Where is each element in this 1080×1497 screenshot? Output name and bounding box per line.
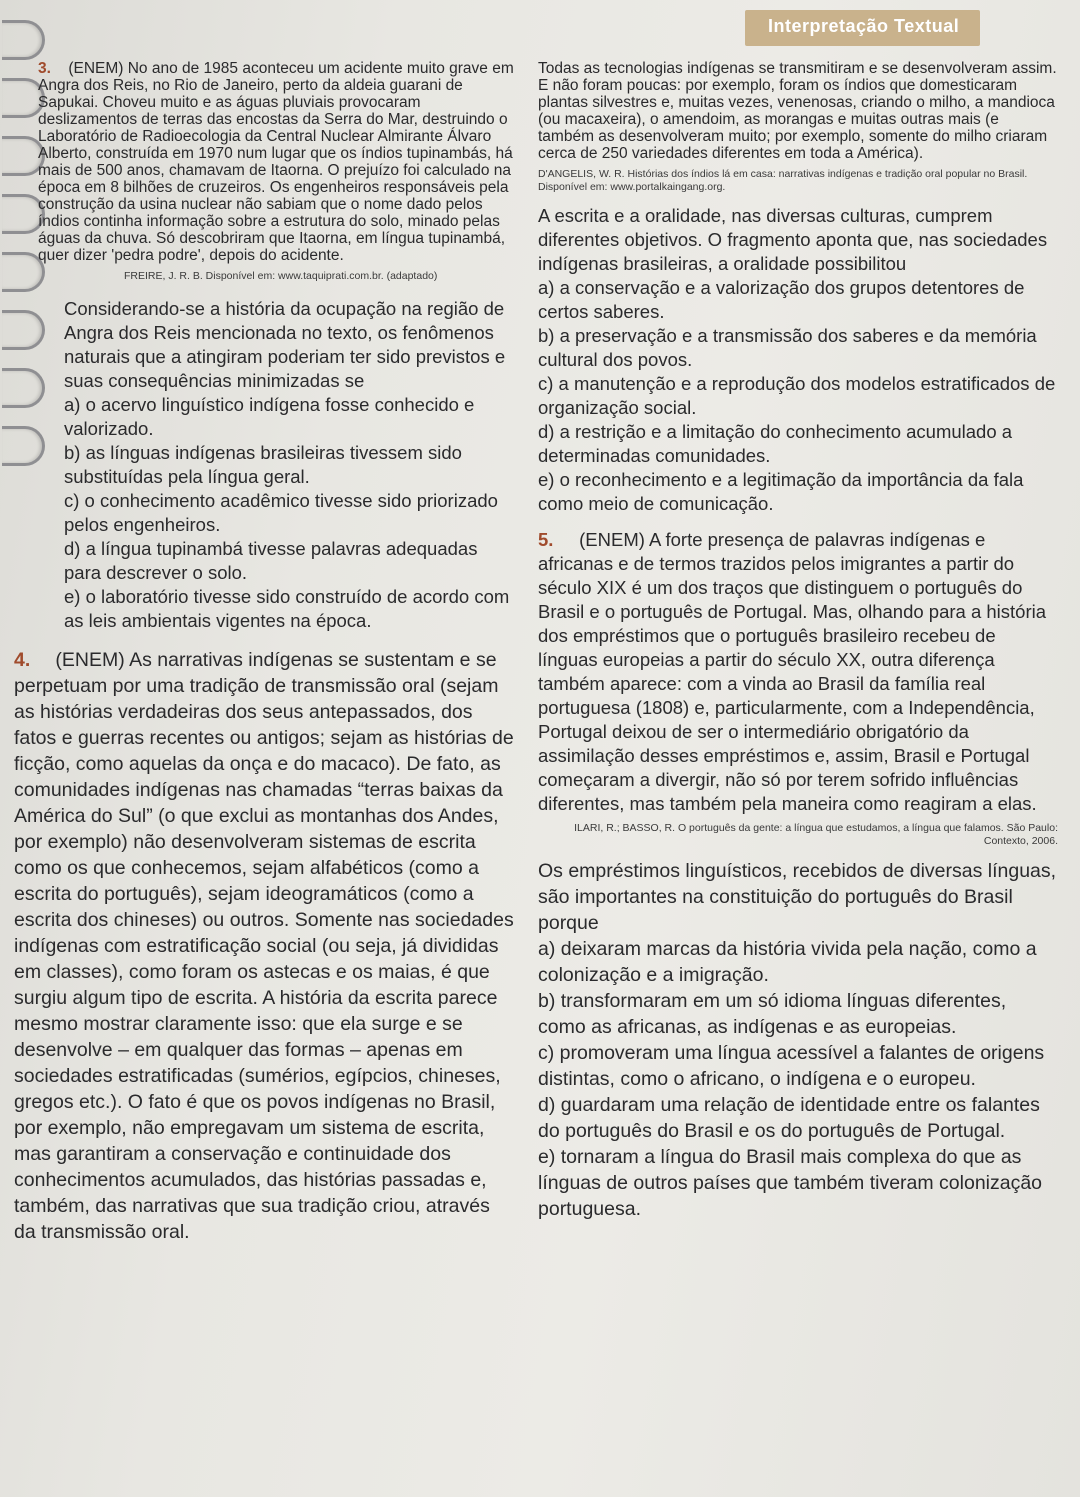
option-a[interactable]: a) deixaram marcas da história vivida pela nação, como a colonização e a imigração. xyxy=(538,938,1037,986)
question-prompt: Considerando-se a história da ocupação na região de Angra dos Reis mencionada no texto, os fenômenos naturais que a atingiram poderiam ter sido previstos e suas consequências minimizadas se xyxy=(64,298,506,391)
option-b[interactable]: b) transformaram em um só idioma línguas diferentes, como as africanas, as indígenas e as europeias. xyxy=(538,990,1007,1038)
source-citation: ILARI, R.; BASSO, R. O português da gente: a língua que estudamos, a língua que falamos. São Paulo: Contexto, 2006. xyxy=(574,822,1058,847)
option-a[interactable]: a) o acervo linguístico indígena fosse conhecido e valorizado. xyxy=(64,394,475,439)
option-e[interactable]: e) o reconhecimento e a legitimação da importância da fala como meio de comunicação. xyxy=(538,469,1024,514)
question-3 xyxy=(14,60,514,264)
right-column xyxy=(538,60,1058,1222)
option-c[interactable]: c) a manutenção e a reprodução dos modelos estratificados de organização social. xyxy=(538,373,1056,418)
option-c[interactable]: c) promoveram uma língua acessível a falantes de origens distintas, como o africano, o indígena e o europeu. xyxy=(538,1042,1045,1090)
source-citation: D'ANGELIS, W. R. Histórias dos índios lá em casa: narrativas indígenas e tradição oral popular no Brasil. Disponível em: www.portalkaingang.org. xyxy=(538,168,1028,193)
option-b[interactable]: b) a preservação e a transmissão dos saberes e da memória cultural dos povos. xyxy=(538,325,1037,370)
question-5 xyxy=(538,528,1058,816)
option-a[interactable]: a) a conservação e a valorização dos grupos detentores de certos saberes. xyxy=(538,277,1025,322)
question-number: 4. xyxy=(14,649,31,671)
option-e[interactable]: e) o laboratório tivesse sido construído de acordo com as leis ambientais vigentes na época. xyxy=(64,586,510,631)
question-prompt: Os empréstimos linguísticos, recebidos de diversas línguas, são importantes na constituição do português do Brasil porque xyxy=(538,860,1057,934)
question-number: 5. xyxy=(538,529,554,550)
section-title: Interpretação Textual xyxy=(768,16,960,36)
option-c[interactable]: c) o conhecimento acadêmico tivesse sido priorizado pelos engenheiros. xyxy=(64,490,498,535)
left-column xyxy=(14,60,514,1245)
option-d[interactable]: d) guardaram uma relação de identidade entre os falantes do português do Brasil e os do português de Portugal. xyxy=(538,1094,1040,1142)
question-continuation: Todas as tecnologias indígenas se transmitiram e se desenvolveram assim. E não foram poucas: por exemplo, foram os índios que domesticaram plantas silvestres e, muitas vezes, venenosas, criando o milho, a mandioca (ou macaxeira), o amendoim, as morangas e muitas outras mais (e também as desenvolveram muito; por exemplo, somente do milho criaram cerca de 250 variedades diferentes em toda a América). xyxy=(538,60,1057,162)
question-prompt: A escrita e a oralidade, nas diversas culturas, cumprem diferentes objetivos. O fragmento aponta que, nas sociedades indígenas brasileiras, a oralidade possibilitou xyxy=(538,205,1048,274)
question-number: 3. xyxy=(38,60,51,77)
option-b[interactable]: b) as línguas indígenas brasileiras tivessem sido substituídas pela língua geral. xyxy=(64,442,462,487)
option-d[interactable]: d) a língua tupinambá tivesse palavras adequadas para descrever o solo. xyxy=(64,538,478,583)
question-text: (ENEM) No ano de 1985 aconteceu um acidente muito grave em Angra dos Reis, no Rio de Janeiro, perto da aldeia guarani de Sapukai. Choveu muito e as águas pluviais provocaram deslizamentos de terras das encostas da Serra do Mar, destruindo o Laboratório de Radioecologia da Central Nuclear Almirante Álvaro Alberto, construída em 1970 num lugar que os índios tupinambás, há mais de 500 anos, chamavam de Itaorna. O prejuízo foi calculado na época em 8 bilhões de cruzeiros. Os engenheiros responsáveis pela construção da usina nuclear não sabiam que o nome dado pelos índios continha informação sobre a estrutura do solo, minado pelas águas da chuva. Só descobriram que Itaorna, em língua tupinambá, quer dizer 'pedra podre', depois do acidente. xyxy=(38,60,514,264)
question-4 xyxy=(14,647,514,1245)
source-citation: FREIRE, J. R. B. Disponível em: www.taquiprati.com.br. (adaptado) xyxy=(124,270,438,282)
option-e[interactable]: e) tornaram a língua do Brasil mais complexa do que as línguas de outros países que também tiveram colonização portuguesa. xyxy=(538,1146,1043,1220)
spiral-ring xyxy=(2,20,45,60)
question-text: (ENEM) A forte presença de palavras indígenas e africanas e de termos trazidos pelos imigrantes a partir do século XIX é um dos traços que distinguem o português do Brasil e o português de Portugal. Mas, olhando para a história dos empréstimos que o português brasileiro recebeu de línguas europeias a partir do século XX, outra diferença também aparece: com a vinda ao Brasil da família real portuguesa (1808) e, particularmente, com a Independência, Portugal deixou de ser o intermediário obrigatório da assimilação desses empréstimos e, assim, Brasil e Portugal começaram a divergir, não só por terem sofrido influências diferentes, mas também pela maneira como reagiram a elas. xyxy=(538,529,1047,814)
question-text: (ENEM) As narrativas indígenas se sustentam e se perpetuam por uma tradição de transmissão oral (sejam as histórias verdadeiras dos seus antepassados, dos fatos e guerras recentes ou antigos; sejam as histórias de ficção, como aquelas da onça e do macaco). De fato, as comunidades indígenas nas chamadas “terras baixas da América do Sul” (o que exclui as montanhas dos Andes, por exemplo) não desenvolveram sistemas de escrita como os que conhecemos, sejam alfabéticos (como a escrita do português), sejam ideogramáticos (como a escrita dos chineses) ou outros. Somente nas sociedades indígenas com estratificação social (ou seja, já divididas em classes), como foram os astecas e os maias, é que surgiu algum tipo de escrita. A história da escrita parece mesmo mostrar claramente isso: que ela surge e se desenvolve – em qualquer das formas – apenas em sociedades estratificadas (sumérios, egípcios, chineses, gregos etc.). O fato é que os povos indígenas no Brasil, por exemplo, não empregavam um sistema de escrita, mas garantiram a conservação e continuidade dos conhecimentos acumulados, das histórias passadas e, também, das narrativas que sua tradição criou, através da transmissão oral. xyxy=(14,649,514,1243)
option-d[interactable]: d) a restrição e a limitação do conhecimento acumulado a determinadas comunidades. xyxy=(538,421,1013,466)
